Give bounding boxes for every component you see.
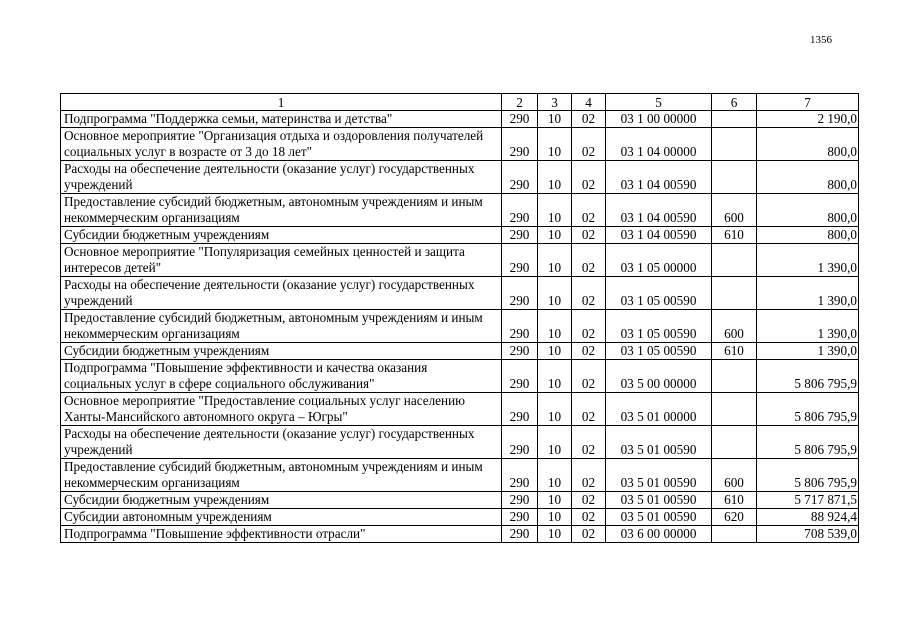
table-row [61,343,859,360]
amount-cell: 5 806 795,9 [757,426,859,459]
section-code-cell: 10 [538,194,572,227]
subsection-code-cell: 02 [572,111,606,128]
item-name-cell: Предоставление субсидий бюджетным, автономным учреждениям и иным некоммерческим организациям [61,310,502,343]
amount-cell: 800,0 [757,161,859,194]
expense-type-cell: 600 [712,459,757,492]
subsection-code-cell: 02 [572,128,606,161]
item-name-cell: Предоставление субсидий бюджетным, автономным учреждениям и иным некоммерческим организациям [61,194,502,227]
item-name-cell: Основное мероприятие "Популяризация семейных ценностей и защита интересов детей" [61,244,502,277]
admin-code-cell: 290 [502,244,538,277]
admin-code-cell: 290 [502,277,538,310]
amount-cell: 1 390,0 [757,244,859,277]
subsection-code-cell: 02 [572,393,606,426]
target-article-cell: 03 1 04 00000 [606,128,712,161]
target-article-cell: 03 1 05 00590 [606,343,712,360]
admin-code-cell: 290 [502,128,538,161]
target-article-cell: 03 1 05 00590 [606,310,712,343]
target-article-cell: 03 1 04 00590 [606,194,712,227]
table-row [61,310,859,343]
subsection-code-cell: 02 [572,310,606,343]
table-row [61,492,859,509]
expense-type-cell [712,111,757,128]
amount-cell: 5 806 795,9 [757,393,859,426]
table-row [61,426,859,459]
subsection-code-cell: 02 [572,526,606,543]
page-number: 1356 [810,34,832,46]
subsection-code-cell: 02 [572,360,606,393]
subsection-code-cell: 02 [572,194,606,227]
target-article-cell: 03 5 00 00000 [606,360,712,393]
admin-code-cell: 290 [502,194,538,227]
amount-cell: 5 717 871,5 [757,492,859,509]
item-name-cell: Расходы на обеспечение деятельности (оказание услуг) государственных учреждений [61,161,502,194]
expense-type-cell [712,426,757,459]
amount-cell: 88 924,4 [757,509,859,526]
subsection-code-cell: 02 [572,492,606,509]
section-code-cell: 10 [538,426,572,459]
header-col-4: 4 [572,94,606,111]
subsection-code-cell: 02 [572,426,606,459]
header-col-2: 2 [502,94,538,111]
item-name-cell: Предоставление субсидий бюджетным, автономным учреждениям и иным некоммерческим организациям [61,459,502,492]
admin-code-cell: 290 [502,509,538,526]
subsection-code-cell: 02 [572,509,606,526]
section-code-cell: 10 [538,492,572,509]
target-article-cell: 03 5 01 00590 [606,492,712,509]
admin-code-cell: 290 [502,227,538,244]
item-name-cell: Субсидии бюджетным учреждениям [61,227,502,244]
admin-code-cell: 290 [502,161,538,194]
table-row [61,360,859,393]
table-row [61,393,859,426]
section-code-cell: 10 [538,360,572,393]
target-article-cell: 03 5 01 00590 [606,509,712,526]
item-name-cell: Основное мероприятие "Предоставление социальных услуг населению Ханты-Мансийского автономного округа – Югры" [61,393,502,426]
admin-code-cell: 290 [502,310,538,343]
item-name-cell: Подпрограмма "Повышение эффективности и качества оказания социальных услуг в сфере социального обслуживания" [61,360,502,393]
expense-type-cell: 620 [712,509,757,526]
section-code-cell: 10 [538,310,572,343]
item-name-cell: Основное мероприятие "Организация отдыха и оздоровления получателей социальных услуг в возрасте от 3 до 18 лет" [61,128,502,161]
expense-type-cell [712,526,757,543]
item-name-cell: Субсидии автономным учреждениям [61,509,502,526]
table-row [61,194,859,227]
expense-type-cell [712,360,757,393]
admin-code-cell: 290 [502,459,538,492]
section-code-cell: 10 [538,277,572,310]
table-row [61,227,859,244]
expense-type-cell [712,244,757,277]
expense-type-cell: 610 [712,492,757,509]
budget-table [60,93,859,543]
table-row [61,128,859,161]
subsection-code-cell: 02 [572,277,606,310]
section-code-cell: 10 [538,509,572,526]
table-row [61,459,859,492]
target-article-cell: 03 5 01 00000 [606,393,712,426]
subsection-code-cell: 02 [572,343,606,360]
amount-cell: 800,0 [757,194,859,227]
item-name-cell: Подпрограмма "Поддержка семьи, материнства и детства" [61,111,502,128]
section-code-cell: 10 [538,161,572,194]
amount-cell: 5 806 795,9 [757,459,859,492]
admin-code-cell: 290 [502,492,538,509]
header-col-6: 6 [712,94,757,111]
item-name-cell: Расходы на обеспечение деятельности (оказание услуг) государственных учреждений [61,426,502,459]
amount-cell: 1 390,0 [757,310,859,343]
section-code-cell: 10 [538,526,572,543]
table-row [61,161,859,194]
subsection-code-cell: 02 [572,227,606,244]
table-row [61,277,859,310]
section-code-cell: 10 [538,227,572,244]
amount-cell: 708 539,0 [757,526,859,543]
expense-type-cell: 610 [712,343,757,360]
section-code-cell: 10 [538,343,572,360]
section-code-cell: 10 [538,244,572,277]
item-name-cell: Субсидии бюджетным учреждениям [61,343,502,360]
header-row [61,94,859,111]
admin-code-cell: 290 [502,526,538,543]
admin-code-cell: 290 [502,111,538,128]
admin-code-cell: 290 [502,360,538,393]
target-article-cell: 03 5 01 00590 [606,426,712,459]
section-code-cell: 10 [538,128,572,161]
admin-code-cell: 290 [502,343,538,360]
amount-cell: 1 390,0 [757,277,859,310]
amount-cell: 5 806 795,9 [757,360,859,393]
subsection-code-cell: 02 [572,161,606,194]
target-article-cell: 03 5 01 00590 [606,459,712,492]
expense-type-cell [712,277,757,310]
amount-cell: 800,0 [757,128,859,161]
table-row [61,244,859,277]
amount-cell: 800,0 [757,227,859,244]
item-name-cell: Субсидии бюджетным учреждениям [61,492,502,509]
amount-cell: 1 390,0 [757,343,859,360]
target-article-cell: 03 1 04 00590 [606,161,712,194]
section-code-cell: 10 [538,393,572,426]
expense-type-cell: 610 [712,227,757,244]
target-article-cell: 03 1 05 00590 [606,277,712,310]
target-article-cell: 03 6 00 00000 [606,526,712,543]
header-col-1: 1 [61,94,502,111]
amount-cell: 2 190,0 [757,111,859,128]
section-code-cell: 10 [538,111,572,128]
table-row [61,111,859,128]
item-name-cell: Подпрограмма "Повышение эффективности отрасли" [61,526,502,543]
table-row [61,526,859,543]
target-article-cell: 03 1 04 00590 [606,227,712,244]
expense-type-cell [712,128,757,161]
subsection-code-cell: 02 [572,244,606,277]
section-code-cell: 10 [538,459,572,492]
expense-type-cell [712,161,757,194]
expense-type-cell: 600 [712,310,757,343]
admin-code-cell: 290 [502,393,538,426]
target-article-cell: 03 1 00 00000 [606,111,712,128]
header-col-3: 3 [538,94,572,111]
target-article-cell: 03 1 05 00000 [606,244,712,277]
table-header [61,94,859,111]
subsection-code-cell: 02 [572,459,606,492]
header-col-7: 7 [757,94,859,111]
item-name-cell: Расходы на обеспечение деятельности (оказание услуг) государственных учреждений [61,277,502,310]
table-body [61,111,859,543]
table-row [61,509,859,526]
expense-type-cell [712,393,757,426]
admin-code-cell: 290 [502,426,538,459]
header-col-5: 5 [606,94,712,111]
expense-type-cell: 600 [712,194,757,227]
